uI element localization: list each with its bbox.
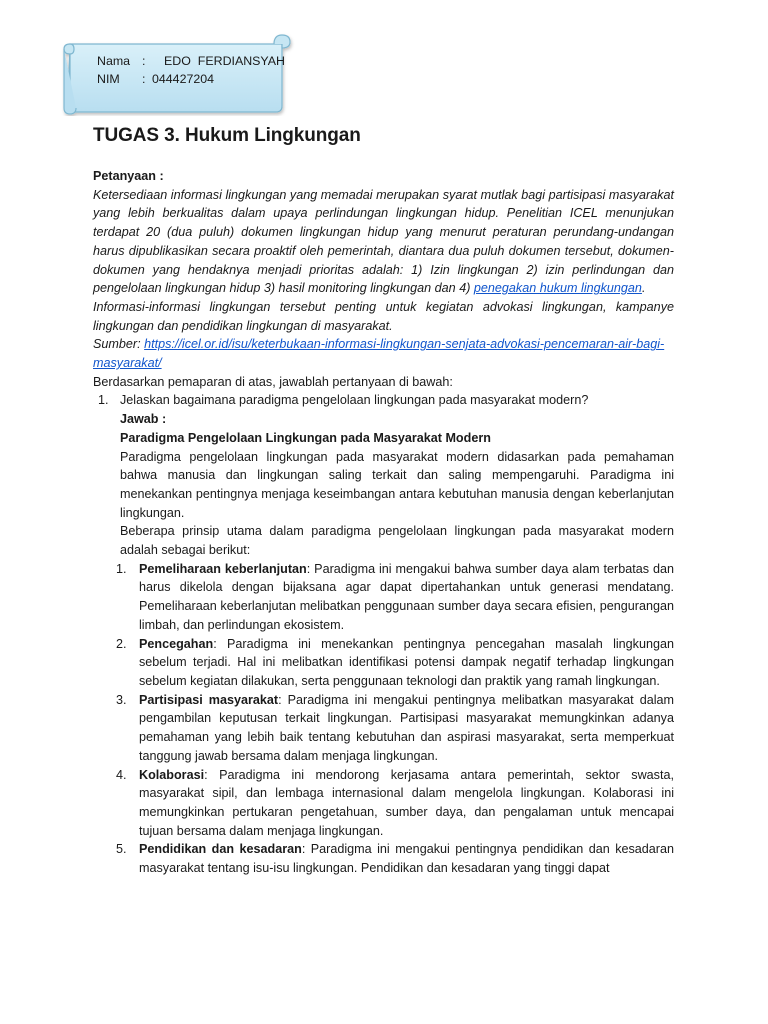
principle-item [116, 691, 674, 766]
question-list [93, 391, 674, 877]
name-row [97, 52, 285, 70]
principle-term: Pendidikan dan kesadaran [139, 842, 302, 857]
nim-label: NIM [97, 72, 120, 86]
question-number: 1. [98, 393, 109, 408]
name-last: FERDIANSYAH [197, 54, 285, 68]
nim-value: 044427204 [152, 72, 215, 86]
principle-number: 4. [116, 767, 127, 782]
name-first: EDO [164, 54, 191, 68]
principle-text: : Paradigma ini mendorong kerjasama antara pemerintah, sektor swasta, masyarakat sipil, dan lembaga internasional dalam mengelola lingkungan. Kolaborasi ini memungkinkan pertukaran pengetahuan, sumber daya, dan pengalaman untuk mencapai tujuan bersama dalam menjaga lingkungan. [139, 767, 674, 838]
name-value [152, 52, 285, 70]
law-enforcement-link[interactable]: penegakan hukum lingkungan [473, 281, 642, 296]
principle-text: : Paradigma ini menekankan pentingnya pencegahan masalah lingkungan sebelum terjadi. Hal ini melibatkan identifikasi potensi dampak negatif terhadap lingkungan sebelum kegiatan dilakukan, serta penggunaan teknologi dan praktik yang ramah lingkungan. [139, 636, 674, 688]
answer-heading: Paradigma Pengelolaan Lingkungan pada Masyarakat Modern [120, 430, 491, 445]
principle-term: Pemeliharaan keberlanjutan [139, 561, 307, 576]
document-title: TUGAS 3. Hukum Lingkungan [93, 125, 361, 146]
question-text: Jelaskan bagaimana paradigma pengelolaan lingkungan pada masyarakat modern? [120, 393, 589, 408]
principle-number: 3. [116, 692, 127, 707]
source-label: Sumber: [93, 337, 145, 352]
question-heading: Petanyaan : [93, 169, 164, 183]
question-item [93, 391, 674, 877]
question-paragraph-2: Informasi-informasi lingkungan tersebut penting untuk kegiatan advokasi lingkungan, kampanye lingkungan dan pendidikan lingkungan di masyarakat. [93, 299, 674, 333]
principles-list [116, 560, 674, 878]
nim-separator: : [142, 72, 146, 86]
source-link[interactable]: https://icel.or.id/isu/keterbukaan-informasi-lingkungan-senjata-advokasi-pencemaran-air-bagi-masyarakat/ [93, 337, 665, 371]
principle-number: 2. [116, 636, 127, 651]
principle-term: Partisipasi masyarakat [139, 692, 279, 707]
principle-term: Kolaborasi [139, 767, 205, 782]
principle-item [116, 766, 674, 841]
principle-item [116, 560, 674, 635]
question-paragraph-1-end: . [641, 281, 646, 296]
question-paragraph-1 [93, 186, 674, 298]
question-paragraph-1-text: Ketersediaan informasi lingkungan yang memadai merupakan syarat mutlak bagi partisipasi masyarakat yang lebih berkualitas dalam upaya perlindungan lingkungan hidup. Penelitian ICEL menunjukan terdapat 20 (dua puluh) dokumen lingkungan hidup yang menurut peraturan perundang-undangan harus dipublikasikan secara proaktif oleh pemerintah, diantara dua puluh dokumen tersebut, dokumen-dokumen yang hendaknya menjadi prioritas adalah: 1) Izin lingkungan 2) izin perlindungan dan pengelolaan lingkungan hidup 3) hasil monitoring lingkungan dan 4) [93, 187, 674, 296]
principle-text: : Paradigma ini mengakui pentingnya pendidikan dan kesadaran masyarakat tentang isu-isu lingkungan. Pendidikan dan kesadaran yang tinggi dapat [139, 842, 674, 876]
answer-label: Jawab : [120, 412, 167, 427]
name-separator: : [142, 54, 146, 68]
name-scroll-banner [60, 32, 296, 116]
principle-number: 1. [116, 561, 127, 576]
answer-paragraph-2: Beberapa prinsip utama dalam paradigma pengelolaan lingkungan pada masyarakat modern adalah sebagai berikut: [120, 524, 674, 558]
instruction-text: Berdasarkan pemaparan di atas, jawablah pertanyaan di bawah: [93, 374, 453, 389]
student-info [97, 52, 285, 88]
principle-text: : Paradigma ini mengakui pentingnya melibatkan masyarakat dalam pengambilan keputusan terkait lingkungan. Partisipasi masyarakat memungkinkan adanya pemahaman yang lebih baik tentang kebutuhan dan aspirasi masyarakat, serta memperkuat tanggung jawab bersama dalam menjaga lingkungan. [139, 692, 674, 763]
nim-row [97, 70, 285, 88]
principle-number: 5. [116, 842, 127, 857]
name-label: Nama [97, 54, 131, 68]
source-line [93, 335, 674, 372]
principle-item [116, 635, 674, 691]
principle-item [116, 840, 674, 877]
principle-text: : Paradigma ini mengakui bahwa sumber daya alam terbatas dan harus dikelola dengan bijaksana agar dapat dipertahankan untuk generasi mendatang. Pemeliharaan keberlanjutan melibatkan penggunaan sumber daya secara efisien, pengurangan limbah, dan perlindungan ekosistem. [139, 561, 674, 632]
principle-term: Pencegahan [139, 636, 214, 651]
answer-paragraph-1: Paradigma pengelolaan lingkungan pada masyarakat modern didasarkan pada pemahaman bahwa manusia dan lingkungan saling terkait dan saling mempengaruhi. Paradigma ini menekankan pentingnya menjaga keseimbangan antara kebutuhan manusia dengan keberlanjutan lingkungan. [120, 449, 674, 520]
document-content [93, 124, 674, 878]
